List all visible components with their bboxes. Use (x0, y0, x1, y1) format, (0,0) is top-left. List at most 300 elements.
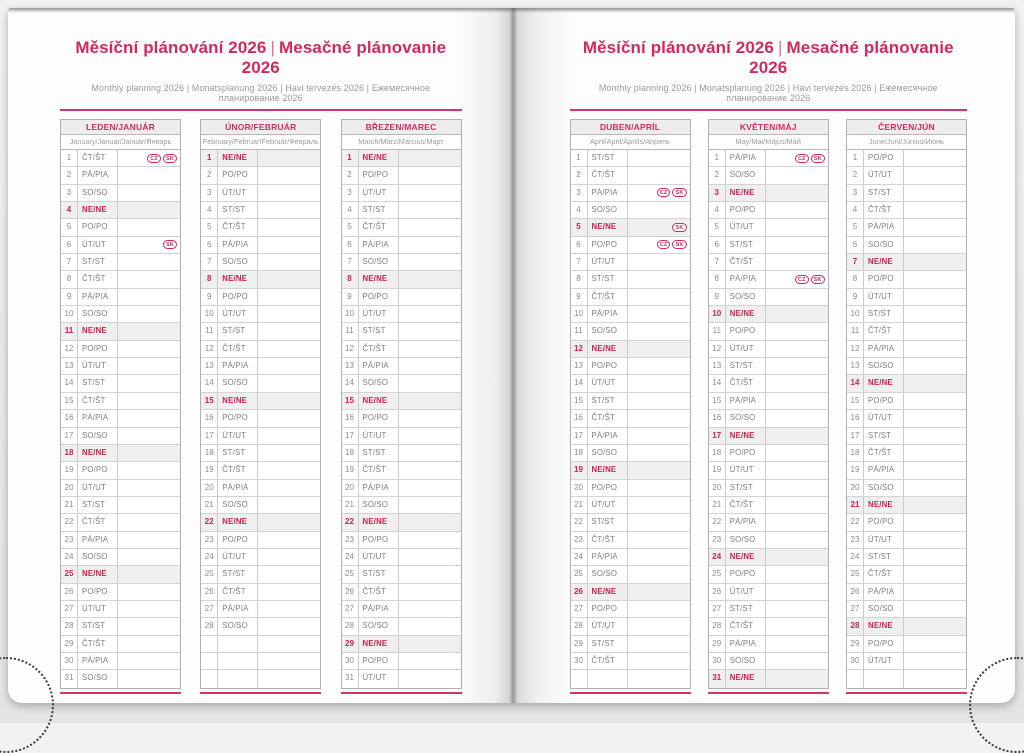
day-row-18 (847, 445, 966, 462)
day-row-11 (201, 323, 320, 340)
day-abbr: PO/PO (218, 167, 258, 183)
day-note-cell (258, 514, 320, 530)
day-number: 12 (847, 341, 864, 357)
day-note-cell (766, 167, 828, 183)
day-number: 2 (61, 167, 78, 183)
day-row-26 (847, 584, 966, 601)
day-number: 27 (709, 601, 726, 617)
day-row-18 (61, 445, 180, 462)
day-abbr: ST/ST (588, 150, 628, 166)
day-row-4 (571, 202, 690, 219)
day-row-6 (61, 237, 180, 254)
day-note-cell (118, 584, 180, 600)
day-note-cell (118, 601, 180, 617)
day-abbr: ÚT/UT (726, 462, 766, 478)
day-note-cell (766, 393, 828, 409)
day-abbr: SO/SO (218, 254, 258, 270)
day-number: 12 (571, 341, 588, 357)
day-note-cell (628, 254, 690, 270)
day-number: 23 (201, 532, 218, 548)
day-number: 28 (847, 618, 864, 634)
day-number: 16 (709, 410, 726, 426)
day-number: 27 (201, 601, 218, 617)
day-abbr: NE/NE (218, 514, 258, 530)
day-row-23 (709, 532, 828, 549)
day-row-31 (342, 670, 461, 687)
day-abbr: ČT/ŠT (588, 653, 628, 669)
day-note-cell (258, 271, 320, 287)
day-abbr: PÁ/PIA (726, 636, 766, 652)
day-note-cell (118, 150, 180, 166)
day-row-28 (709, 618, 828, 635)
day-note-cell (399, 618, 461, 634)
day-number: 21 (201, 497, 218, 513)
day-number: 25 (201, 566, 218, 582)
day-row-24 (847, 549, 966, 566)
day-abbr: ČT/ŠT (588, 410, 628, 426)
day-number: 24 (709, 549, 726, 565)
day-note-cell (258, 167, 320, 183)
day-abbr: ÚT/UT (359, 549, 399, 565)
day-row-9 (847, 289, 966, 306)
day-row-19 (61, 462, 180, 479)
day-number: 2 (571, 167, 588, 183)
day-number: 11 (709, 323, 726, 339)
day-row-16 (847, 410, 966, 427)
day-abbr: ÚT/UT (78, 358, 118, 374)
day-number: 16 (571, 410, 588, 426)
day-note-cell (118, 497, 180, 513)
day-row-10 (709, 306, 828, 323)
day-note-cell (628, 566, 690, 582)
day-abbr: PO/PO (588, 601, 628, 617)
day-row-9 (61, 289, 180, 306)
day-row-12 (201, 341, 320, 358)
day-row-14 (571, 375, 690, 392)
day-abbr: ČT/ŠT (588, 532, 628, 548)
day-number: 19 (571, 462, 588, 478)
day-abbr: PO/PO (359, 410, 399, 426)
day-note-cell (766, 185, 828, 201)
day-note-cell (904, 428, 966, 444)
day-note-cell (258, 358, 320, 374)
day-number: 12 (709, 341, 726, 357)
day-note-cell (904, 410, 966, 426)
day-abbr: ST/ST (864, 306, 904, 322)
day-row-7 (342, 254, 461, 271)
day-number: 19 (709, 462, 726, 478)
day-row-25 (342, 566, 461, 583)
day-note-cell (118, 636, 180, 652)
day-note-cell (399, 237, 461, 253)
day-number: 15 (571, 393, 588, 409)
day-note-cell (258, 636, 320, 652)
day-abbr: ÚT/UT (864, 167, 904, 183)
day-note-cell (258, 566, 320, 582)
day-row-20 (847, 480, 966, 497)
day-note-cell (118, 323, 180, 339)
day-abbr: PÁ/PIA (78, 653, 118, 669)
day-number: 26 (201, 584, 218, 600)
month-day-grid (61, 150, 180, 688)
day-row-15 (571, 393, 690, 410)
month-table (60, 119, 181, 689)
day-note-cell (628, 185, 690, 201)
day-row-9 (709, 289, 828, 306)
day-note-cell (399, 410, 461, 426)
day-row-23 (847, 532, 966, 549)
day-number: 8 (201, 271, 218, 287)
day-note-cell (904, 532, 966, 548)
day-row-28 (571, 618, 690, 635)
day-number: 28 (61, 618, 78, 634)
day-row-10 (571, 306, 690, 323)
page-subtitle: Monthly planning 2026 | Monatsplanung 2026 | Havi tervezés 2026 | Ежемесячное планирование 2026 (598, 83, 938, 103)
day-abbr: ČT/ŠT (78, 271, 118, 287)
day-row-15 (61, 393, 180, 410)
day-number: 9 (709, 289, 726, 305)
day-abbr: ST/ST (359, 445, 399, 461)
holiday-badge-sk: SK (811, 154, 825, 163)
day-row-10 (342, 306, 461, 323)
day-note-cell (766, 202, 828, 218)
day-number: 1 (201, 150, 218, 166)
day-abbr: ÚT/UT (78, 480, 118, 496)
day-abbr: NE/NE (864, 375, 904, 391)
day-row-16 (342, 410, 461, 427)
day-note-cell (118, 462, 180, 478)
day-row-14 (709, 375, 828, 392)
day-row-13 (847, 358, 966, 375)
day-row-1 (61, 150, 180, 167)
day-row-16 (571, 410, 690, 427)
day-number: 20 (201, 480, 218, 496)
day-number: 6 (709, 237, 726, 253)
day-number: 22 (709, 514, 726, 530)
day-abbr: SO/SO (359, 254, 399, 270)
day-number: 15 (201, 393, 218, 409)
month-day-grid (571, 150, 690, 688)
day-row-18 (201, 445, 320, 462)
day-row-7 (571, 254, 690, 271)
day-row-6 (709, 237, 828, 254)
day-abbr: PÁ/PIA (78, 410, 118, 426)
day-row-24 (61, 549, 180, 566)
day-number: 3 (201, 185, 218, 201)
day-number: 26 (61, 584, 78, 600)
day-number: 25 (61, 566, 78, 582)
month-table (341, 119, 462, 689)
day-row-1 (571, 150, 690, 167)
day-row-5 (342, 219, 461, 236)
day-row-13 (342, 358, 461, 375)
day-note-cell (399, 445, 461, 461)
day-row-16 (61, 410, 180, 427)
day-number: 7 (61, 254, 78, 270)
day-abbr: NE/NE (218, 150, 258, 166)
day-abbr: SO/SO (864, 480, 904, 496)
day-abbr: SO/SO (218, 375, 258, 391)
day-row-29 (342, 636, 461, 653)
day-row-24 (201, 549, 320, 566)
day-row-18 (342, 445, 461, 462)
day-note-cell (628, 601, 690, 617)
month-underline (846, 692, 967, 694)
day-abbr: ST/ST (588, 271, 628, 287)
day-row-2 (342, 167, 461, 184)
day-abbr: PO/PO (726, 323, 766, 339)
day-number: 30 (709, 653, 726, 669)
day-abbr: NE/NE (218, 393, 258, 409)
day-abbr: NE/NE (864, 254, 904, 270)
day-note-cell (766, 618, 828, 634)
day-number: 26 (847, 584, 864, 600)
day-note-cell (904, 601, 966, 617)
day-row-8 (342, 271, 461, 288)
day-row-24 (571, 549, 690, 566)
day-note-cell (628, 150, 690, 166)
day-number: 13 (847, 358, 864, 374)
holiday-badge-sk: SK (811, 275, 825, 284)
day-note-cell (904, 358, 966, 374)
day-note-cell (399, 670, 461, 687)
day-row-6 (342, 237, 461, 254)
holiday-badge-sk: SK (672, 223, 686, 232)
day-row-3 (201, 185, 320, 202)
day-abbr: ČT/ŠT (78, 636, 118, 652)
day-abbr (218, 636, 258, 652)
day-abbr: ČT/ŠT (588, 289, 628, 305)
day-abbr: SO/SO (864, 358, 904, 374)
day-note-cell (399, 514, 461, 530)
month-day-grid (847, 150, 966, 688)
day-row-6 (571, 237, 690, 254)
day-row-1 (847, 150, 966, 167)
day-abbr: PÁ/PIA (588, 549, 628, 565)
day-note-cell (258, 445, 320, 461)
day-number: 17 (342, 428, 359, 444)
day-note-cell (258, 254, 320, 270)
day-note-cell (118, 670, 180, 687)
day-abbr: PO/PO (78, 219, 118, 235)
day-abbr: NE/NE (78, 202, 118, 218)
day-row-31 (709, 670, 828, 687)
day-abbr: NE/NE (864, 618, 904, 634)
day-note-cell (399, 271, 461, 287)
day-note-cell (766, 375, 828, 391)
day-abbr: PO/PO (78, 462, 118, 478)
day-row-27 (847, 601, 966, 618)
day-number: 22 (847, 514, 864, 530)
day-note-cell (628, 393, 690, 409)
day-abbr: PO/PO (726, 566, 766, 582)
day-number: 1 (61, 150, 78, 166)
day-note-cell (118, 358, 180, 374)
day-number: 10 (571, 306, 588, 322)
day-row-27 (201, 601, 320, 618)
day-row-18 (571, 445, 690, 462)
day-number: 10 (342, 306, 359, 322)
day-row-8 (847, 271, 966, 288)
day-row-4 (709, 202, 828, 219)
day-abbr: ST/ST (78, 618, 118, 634)
day-note-cell (904, 219, 966, 235)
day-row-18 (709, 445, 828, 462)
day-row-empty (571, 670, 690, 687)
day-note-cell (258, 462, 320, 478)
day-abbr: PÁ/PIA (78, 289, 118, 305)
day-row-12 (61, 341, 180, 358)
day-note-cell (766, 480, 828, 496)
day-note-cell (766, 636, 828, 652)
day-abbr: SO/SO (78, 670, 118, 687)
day-number: 8 (709, 271, 726, 287)
day-abbr: PÁ/PIA (218, 480, 258, 496)
day-note-cell (118, 549, 180, 565)
day-abbr: NE/NE (588, 219, 628, 235)
day-abbr: ÚT/UT (726, 219, 766, 235)
day-number: 10 (709, 306, 726, 322)
day-note-cell (118, 445, 180, 461)
day-note-cell (118, 306, 180, 322)
day-note-cell (628, 306, 690, 322)
day-abbr: PO/PO (726, 445, 766, 461)
day-abbr: SO/SO (864, 237, 904, 253)
day-number: 19 (342, 462, 359, 478)
day-row-9 (342, 289, 461, 306)
day-row-30 (342, 653, 461, 670)
day-note-cell (766, 341, 828, 357)
day-number: 3 (709, 185, 726, 201)
day-number: 12 (342, 341, 359, 357)
day-number: 10 (847, 306, 864, 322)
day-number: 15 (342, 393, 359, 409)
day-abbr: ČT/ŠT (359, 341, 399, 357)
day-abbr: ST/ST (726, 601, 766, 617)
day-number: 11 (201, 323, 218, 339)
day-row-8 (201, 271, 320, 288)
day-number: 3 (342, 185, 359, 201)
day-abbr: PÁ/PIA (359, 480, 399, 496)
month-title: KVĚTEN/MÁJ (709, 120, 828, 135)
day-row-29 (847, 636, 966, 653)
day-row-2 (709, 167, 828, 184)
day-abbr: PÁ/PIA (218, 358, 258, 374)
day-note-cell (399, 480, 461, 496)
day-row-3 (709, 185, 828, 202)
day-number: 4 (847, 202, 864, 218)
month-underline (570, 692, 691, 694)
day-number: 7 (709, 254, 726, 270)
day-row-10 (847, 306, 966, 323)
holiday-badge-cz: CZ (795, 154, 809, 163)
day-abbr: NE/NE (864, 497, 904, 513)
day-abbr: ÚT/UT (359, 670, 399, 687)
day-abbr: NE/NE (726, 428, 766, 444)
day-row-17 (201, 428, 320, 445)
day-number: 24 (342, 549, 359, 565)
day-row-27 (342, 601, 461, 618)
day-number: 1 (571, 150, 588, 166)
day-abbr: ČT/ŠT (864, 566, 904, 582)
day-abbr: ST/ST (78, 497, 118, 513)
day-number: 20 (571, 480, 588, 496)
month-title: DUBEN/APRÍL (571, 120, 690, 135)
day-note-cell (766, 323, 828, 339)
day-row-7 (201, 254, 320, 271)
day-row-19 (847, 462, 966, 479)
day-number: 1 (342, 150, 359, 166)
day-note-cell (904, 670, 966, 687)
day-abbr: ÚT/UT (588, 254, 628, 270)
day-row-23 (342, 532, 461, 549)
day-note-cell (258, 219, 320, 235)
day-row-23 (201, 532, 320, 549)
month-day-grid (709, 150, 828, 688)
day-note-cell (766, 445, 828, 461)
day-row-24 (709, 549, 828, 566)
month-calendar-march (341, 119, 462, 694)
day-number: 25 (571, 566, 588, 582)
day-number: 16 (847, 410, 864, 426)
day-number (201, 636, 218, 652)
day-row-28 (342, 618, 461, 635)
day-note-cell (258, 289, 320, 305)
day-abbr: ČT/ŠT (78, 150, 118, 166)
day-abbr: ÚT/UT (864, 532, 904, 548)
day-note-cell (258, 375, 320, 391)
day-number: 25 (342, 566, 359, 582)
day-abbr: ST/ST (726, 480, 766, 496)
day-number: 27 (61, 601, 78, 617)
day-row-22 (342, 514, 461, 531)
day-abbr: SO/SO (359, 618, 399, 634)
day-abbr: NE/NE (588, 462, 628, 478)
day-row-14 (61, 375, 180, 392)
day-row-30 (709, 653, 828, 670)
day-abbr: PO/PO (359, 167, 399, 183)
diary-open-spread (8, 8, 1015, 703)
day-note-cell (399, 219, 461, 235)
day-abbr: ST/ST (588, 393, 628, 409)
day-number: 2 (342, 167, 359, 183)
day-number: 13 (709, 358, 726, 374)
day-row-11 (342, 323, 461, 340)
holiday-badge-sk: SK (672, 188, 686, 197)
day-abbr: SO/SO (359, 497, 399, 513)
day-row-20 (709, 480, 828, 497)
day-abbr: ÚT/UT (218, 549, 258, 565)
day-abbr (864, 670, 904, 687)
months-row (570, 119, 968, 694)
day-note-cell (118, 566, 180, 582)
holiday-badge-cz: CZ (795, 275, 809, 284)
page-title (570, 38, 968, 78)
day-row-29 (61, 636, 180, 653)
day-abbr: PÁ/PIA (218, 601, 258, 617)
day-note-cell (628, 237, 690, 253)
day-number: 9 (61, 289, 78, 305)
day-note-cell (118, 271, 180, 287)
day-number: 31 (342, 670, 359, 687)
day-note-cell (904, 237, 966, 253)
day-number: 4 (571, 202, 588, 218)
day-number: 14 (847, 375, 864, 391)
day-number: 30 (61, 653, 78, 669)
day-number: 6 (847, 237, 864, 253)
day-abbr: ÚT/UT (864, 289, 904, 305)
day-number: 27 (847, 601, 864, 617)
